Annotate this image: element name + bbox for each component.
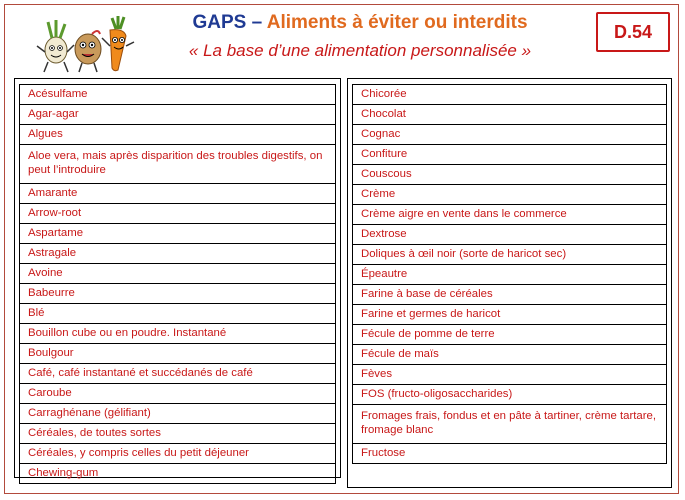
list-item: Aloe vera, mais après disparition des troubles digestifs, on peut l’introduire [19, 145, 336, 184]
list-item: FOS (fructo-oligosaccharides) [352, 385, 667, 405]
list-item: Crème [352, 185, 667, 205]
list-item: Algues [19, 125, 336, 145]
title-gaps: GAPS [192, 12, 247, 33]
list-item: Épeautre [352, 265, 667, 285]
list-item: Confiture [352, 145, 667, 165]
list-item: Fèves [352, 365, 667, 385]
list-item: Dextrose [352, 225, 667, 245]
list-item: Couscous [352, 165, 667, 185]
list-item: Babeurre [19, 284, 336, 304]
list-item: Chocolat [352, 105, 667, 125]
list-item: Doliques à œil noir (sorte de haricot sec) [352, 245, 667, 265]
list-item: Amarante [19, 184, 336, 204]
list-item: Farine à base de céréales [352, 285, 667, 305]
title-dash: – [251, 12, 263, 33]
list-item: Fromages frais, fondus et en pâte à tartiner, crème tartare, fromage blanc [352, 405, 667, 444]
list-item: Cognac [352, 125, 667, 145]
list-item: Agar-agar [19, 105, 336, 125]
list-item: Astragale [19, 244, 336, 264]
list-item: Crème aigre en vente dans le commerce [352, 205, 667, 225]
list-item: Céréales, y compris celles du petit déjeuner [19, 444, 336, 464]
list-item: Blé [19, 304, 336, 324]
left-food-list [14, 78, 341, 478]
page-subtitle: « La base d’une alimentation personnalisée » [188, 41, 532, 60]
list-item: Fécule de maïs [352, 345, 667, 365]
list-item: Arrow-root [19, 204, 336, 224]
list-item: Café, café instantané et succédanés de café [19, 364, 336, 384]
list-item: Boulgour [19, 344, 336, 364]
vegetable-mascots-icon [34, 16, 136, 74]
right-food-list [347, 78, 672, 488]
list-item: Fécule de pomme de terre [352, 325, 667, 345]
list-item: Acésulfame [19, 84, 336, 105]
list-item: Chewing-gum [19, 464, 336, 484]
list-item: Fructose [352, 444, 667, 464]
list-item: Avoine [19, 264, 336, 284]
list-item: Farine et germes de haricot [352, 305, 667, 325]
list-item: Aspartame [19, 224, 336, 244]
page-title [150, 12, 570, 34]
title-rest: Aliments à éviter ou interdits [266, 12, 528, 33]
list-item: Caroube [19, 384, 336, 404]
document-code-badge: D.54 [596, 12, 670, 52]
list-item: Céréales, de toutes sortes [19, 424, 336, 444]
list-item: Chicorée [352, 84, 667, 105]
list-item: Carraghénane (gélifiant) [19, 404, 336, 424]
list-item: Bouillon cube ou en poudre. Instantané [19, 324, 336, 344]
